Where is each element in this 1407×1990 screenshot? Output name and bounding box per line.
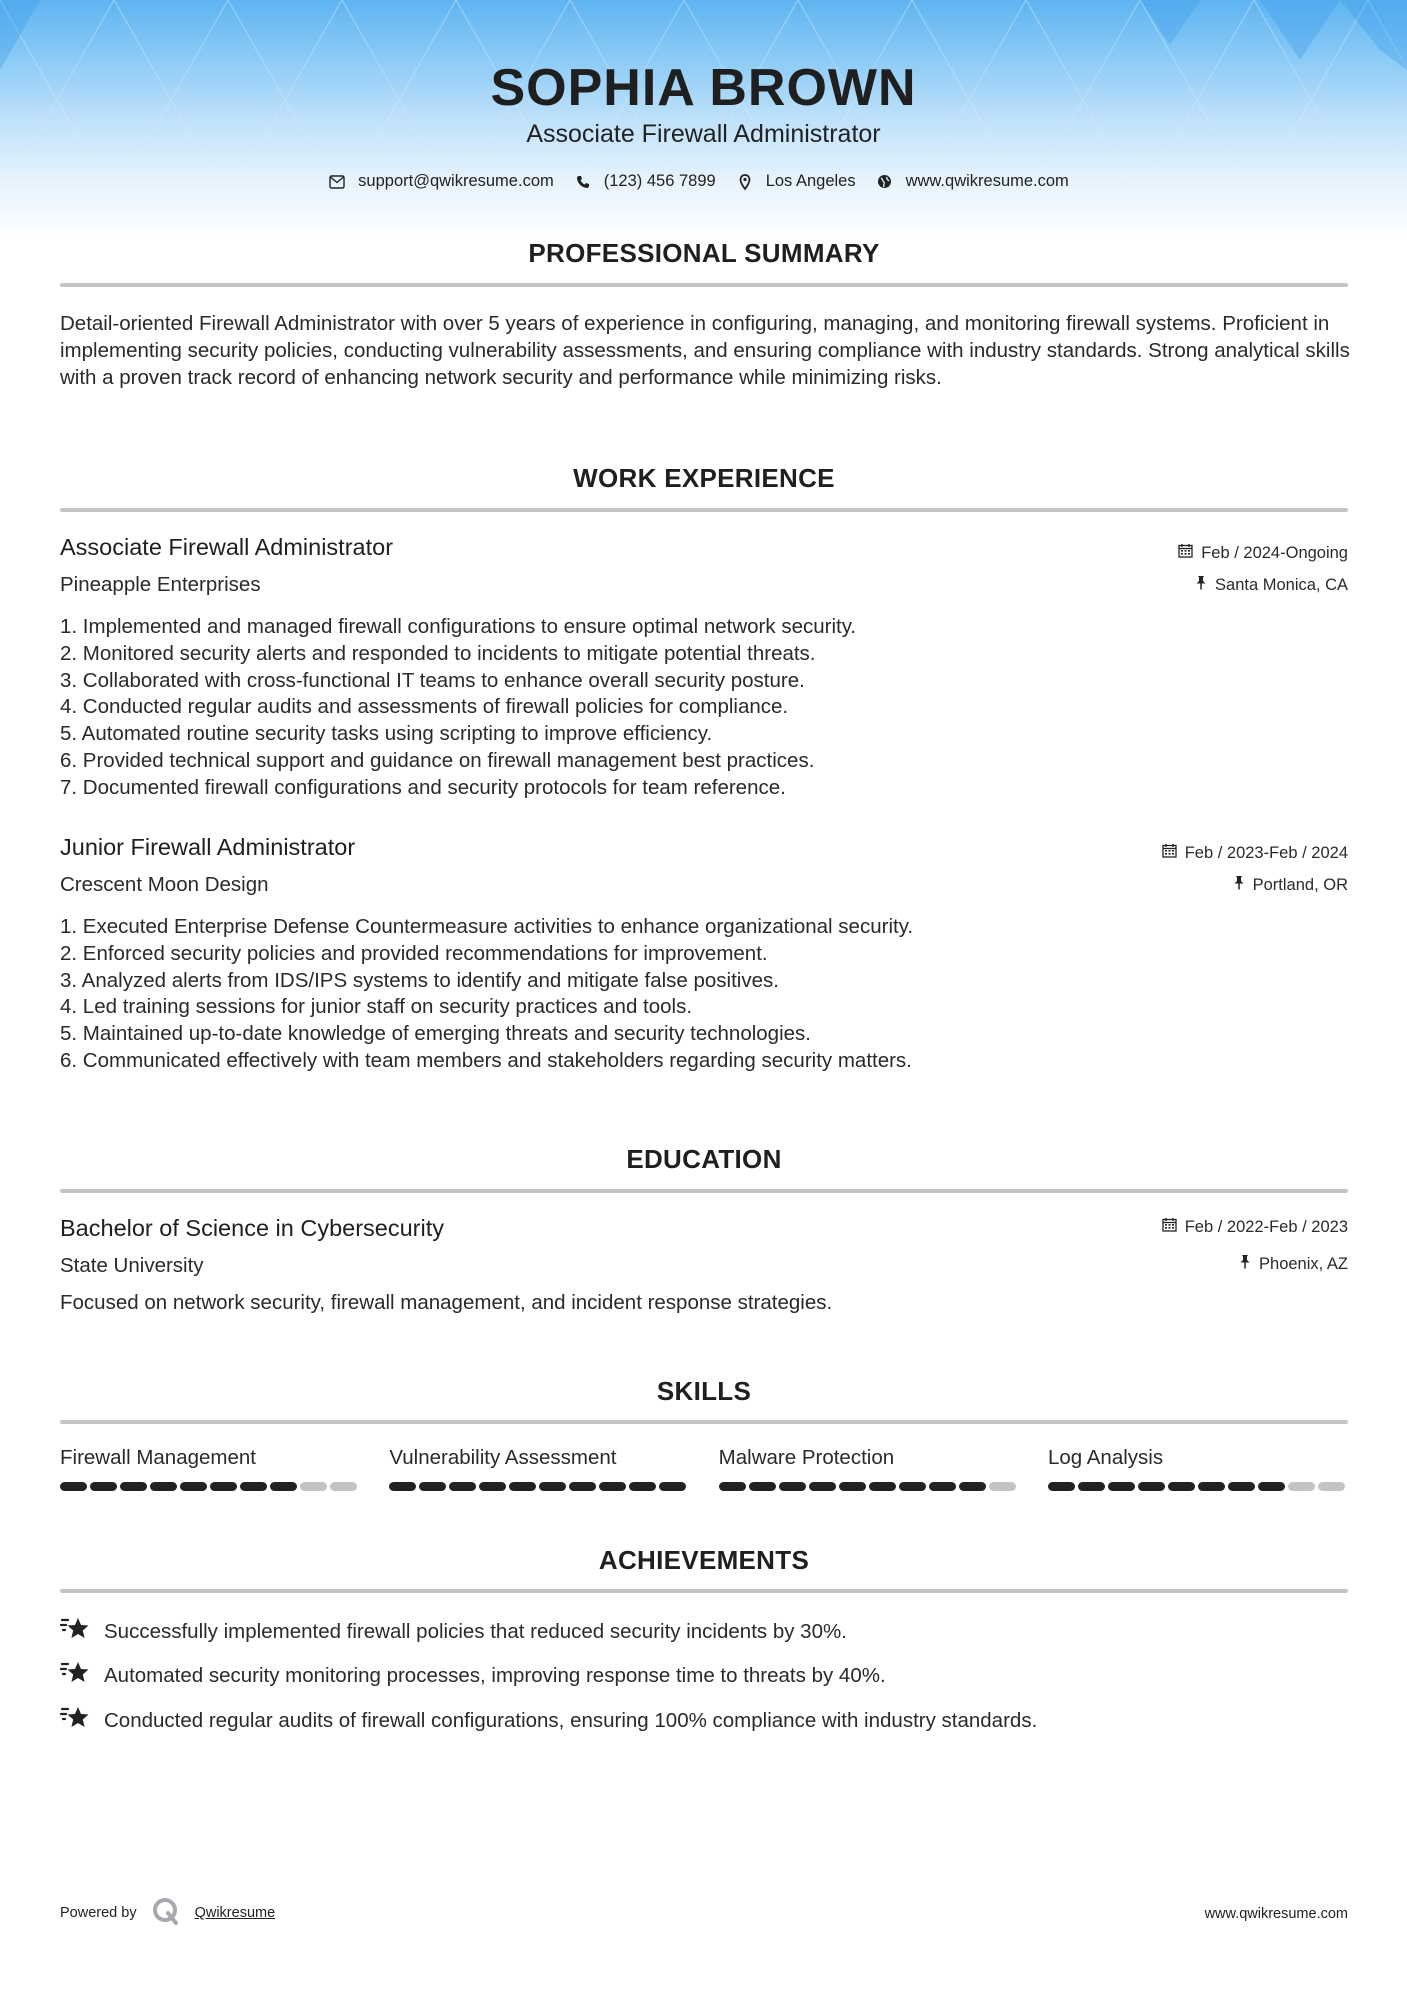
rating-dot-filled <box>1108 1482 1135 1491</box>
education-description: Focused on network security, firewall management, and incident response strategies. <box>60 1291 833 1314</box>
skill-item <box>719 1446 1019 1491</box>
rating-dot-filled <box>90 1482 117 1491</box>
skill-item <box>389 1446 689 1491</box>
contact-location <box>736 172 856 191</box>
skill-name: Vulnerability Assessment <box>389 1446 617 1469</box>
rating-dot-filled <box>389 1482 416 1491</box>
location-text: Los Angeles <box>765 172 856 190</box>
rating-dot-filled <box>1138 1482 1165 1491</box>
rating-dot-empty <box>1288 1482 1315 1491</box>
section-divider <box>60 1420 1348 1424</box>
rating-dot-filled <box>719 1482 746 1491</box>
skill-name: Firewall Management <box>60 1446 256 1469</box>
section-divider <box>60 283 1348 287</box>
rating-dot-filled <box>779 1482 806 1491</box>
rating-dot-filled <box>839 1482 866 1491</box>
map-marker-icon <box>736 173 754 191</box>
rating-dot-filled <box>749 1482 776 1491</box>
phone-icon <box>574 173 592 191</box>
section-divider <box>60 1589 1348 1593</box>
job-dates: Feb / 2023-Feb / 2024 <box>1162 843 1348 863</box>
section-title-skills: SKILLS <box>656 1376 752 1406</box>
skills-grid <box>60 1446 1348 1491</box>
section-title-summary: PROFESSIONAL SUMMARY <box>528 238 880 268</box>
list-item: 7. Documented firewall configurations and security protocols for team reference. <box>60 775 786 799</box>
rating-dot-filled <box>659 1482 686 1491</box>
degree-title: Bachelor of Science in Cybersecurity <box>60 1215 445 1241</box>
pushpin-icon <box>1233 875 1245 895</box>
globe-icon <box>876 173 894 191</box>
rating-dot-filled <box>120 1482 147 1491</box>
rating-dot-filled <box>809 1482 836 1491</box>
rating-dot-filled <box>1228 1482 1255 1491</box>
contact-email[interactable] <box>328 172 554 191</box>
list-item: 1. Executed Enterprise Defense Countermeasure activities to enhance organizational security. <box>60 915 914 938</box>
rating-dot-filled <box>959 1482 986 1491</box>
job-dates: Feb / 2024-Ongoing <box>1178 543 1348 563</box>
rating-dot-filled <box>929 1482 956 1491</box>
footer-website[interactable]: www.qwikresume.com <box>1204 1906 1348 1922</box>
job-title: Associate Firewall Administrator <box>60 534 394 560</box>
education-location: Phoenix, AZ <box>1239 1254 1348 1274</box>
education-dates: Feb / 2022-Feb / 2023 <box>1162 1217 1348 1237</box>
rating-dot-filled <box>1198 1482 1225 1491</box>
rating-dot-filled <box>210 1482 237 1491</box>
pushpin-icon <box>1195 575 1207 595</box>
section-divider <box>60 508 1348 512</box>
company-name: Pineapple Enterprises <box>60 573 261 596</box>
list-item: 3. Collaborated with cross-functional IT teams to enhance overall security posture. <box>60 668 805 692</box>
website-text: www.qwikresume.com <box>905 172 1069 190</box>
section-title-education: EDUCATION <box>626 1144 782 1174</box>
contact-phone[interactable] <box>574 172 716 191</box>
powered-by-label: Powered by <box>60 1905 137 1921</box>
rating-dot-empty <box>300 1482 327 1491</box>
qwikresume-logo-icon <box>151 1896 181 1930</box>
section-title-achievements: ACHIEVEMENTS <box>598 1545 810 1575</box>
rating-dot-filled <box>150 1482 177 1491</box>
list-item: 2. Enforced security policies and provided recommendations for improvement. <box>60 941 768 965</box>
rating-dot-filled <box>869 1482 896 1491</box>
rating-dot-filled <box>1258 1482 1285 1491</box>
list-item: 4. Conducted regular audits and assessments of firewall policies for compliance. <box>60 695 789 719</box>
candidate-name: SOPHIA BROWN <box>490 59 917 117</box>
rating-dot-filled <box>569 1482 596 1491</box>
school-name: State University <box>60 1254 204 1277</box>
rating-dot-filled <box>599 1482 626 1491</box>
rating-dot-filled <box>479 1482 506 1491</box>
skill-name: Log Analysis <box>1047 1446 1164 1469</box>
envelope-icon <box>328 173 346 191</box>
skill-rating <box>60 1482 360 1491</box>
phone-text: (123) 456 7899 <box>603 172 716 190</box>
job-bullet-list <box>60 614 1260 802</box>
rating-dot-filled <box>1048 1482 1075 1491</box>
rating-dot-filled <box>899 1482 926 1491</box>
list-item: 1. Implemented and managed firewall configurations to ensure optimal network security. <box>60 615 857 638</box>
qwikresume-link[interactable]: Qwikresume <box>194 1905 276 1921</box>
rating-dot-filled <box>449 1482 476 1491</box>
rating-dot-filled <box>419 1482 446 1491</box>
rating-dot-filled <box>539 1482 566 1491</box>
rating-dot-filled <box>270 1482 297 1491</box>
achievement-item: Automated security monitoring processes, improving response time to threats by 40%. <box>60 1660 886 1692</box>
calendar-icon <box>1162 843 1177 863</box>
job-location: Santa Monica, CA <box>1195 575 1348 595</box>
rating-dot-filled <box>509 1482 536 1491</box>
list-item: 6. Provided technical support and guidance on firewall management best practices. <box>60 748 815 772</box>
list-item: 5. Automated routine security tasks using scripting to improve efficiency. <box>60 722 713 746</box>
summary-text: Detail-oriented Firewall Administrator with over 5 years of experience in configuring, managing, and monitoring firewall systems. Proficient in implementing security policies, conducting vulnerability assessments, and ensuring compliance with industry standards. Strong analytical skills with a proven track record of enhancing network security and performance while minimizing risks. <box>60 312 1350 389</box>
rating-dot-filled <box>240 1482 267 1491</box>
list-item: 4. Led training sessions for junior staff on security practices and tools. <box>60 995 693 1019</box>
rating-dot-empty <box>1318 1482 1345 1491</box>
rating-dot-filled <box>629 1482 656 1491</box>
skill-item <box>60 1446 360 1491</box>
rating-dot-empty <box>330 1482 357 1491</box>
rating-dot-filled <box>60 1482 87 1491</box>
list-item: 6. Communicated effectively with team members and stakeholders regarding security matters. <box>60 1048 912 1072</box>
star-achievement-icon <box>60 1705 92 1737</box>
skill-rating <box>719 1482 1019 1491</box>
job-title: Junior Firewall Administrator <box>60 834 356 860</box>
list-item: 5. Maintained up-to-date knowledge of emerging threats and security technologies. <box>60 1022 811 1046</box>
contact-website[interactable] <box>876 172 1069 191</box>
footer-powered-by <box>60 1896 275 1930</box>
list-item: 2. Monitored security alerts and responded to incidents to mitigate potential threats. <box>60 641 816 665</box>
rating-dot-filled <box>1078 1482 1105 1491</box>
skill-name: Malware Protection <box>718 1446 895 1469</box>
calendar-icon <box>1178 543 1193 563</box>
resume-header <box>0 0 1407 240</box>
pushpin-icon <box>1239 1254 1251 1274</box>
star-achievement-icon <box>60 1660 92 1692</box>
rating-dot-filled <box>1168 1482 1195 1491</box>
achievement-item: Successfully implemented firewall policies that reduced security incidents by 30%. <box>60 1616 847 1648</box>
skill-rating <box>389 1482 689 1491</box>
skill-rating <box>1048 1482 1348 1491</box>
calendar-icon <box>1162 1217 1177 1237</box>
star-achievement-icon <box>60 1616 92 1648</box>
section-title-experience: WORK EXPERIENCE <box>573 463 835 493</box>
candidate-role: Associate Firewall Administrator <box>526 120 881 148</box>
company-name: Crescent Moon Design <box>60 873 269 896</box>
rating-dot-filled <box>180 1482 207 1491</box>
list-item: 3. Analyzed alerts from IDS/IPS systems to identify and mitigate false positives. <box>60 968 779 992</box>
contact-bar <box>0 172 1407 191</box>
section-divider <box>60 1189 1348 1193</box>
skill-item <box>1048 1446 1348 1491</box>
rating-dot-empty <box>989 1482 1016 1491</box>
job-bullet-list <box>60 914 1260 1075</box>
job-location: Portland, OR <box>1233 875 1348 895</box>
email-text: support@qwikresume.com <box>358 172 554 190</box>
achievement-item: Conducted regular audits of firewall configurations, ensuring 100% compliance with industry standards. <box>60 1705 1037 1737</box>
